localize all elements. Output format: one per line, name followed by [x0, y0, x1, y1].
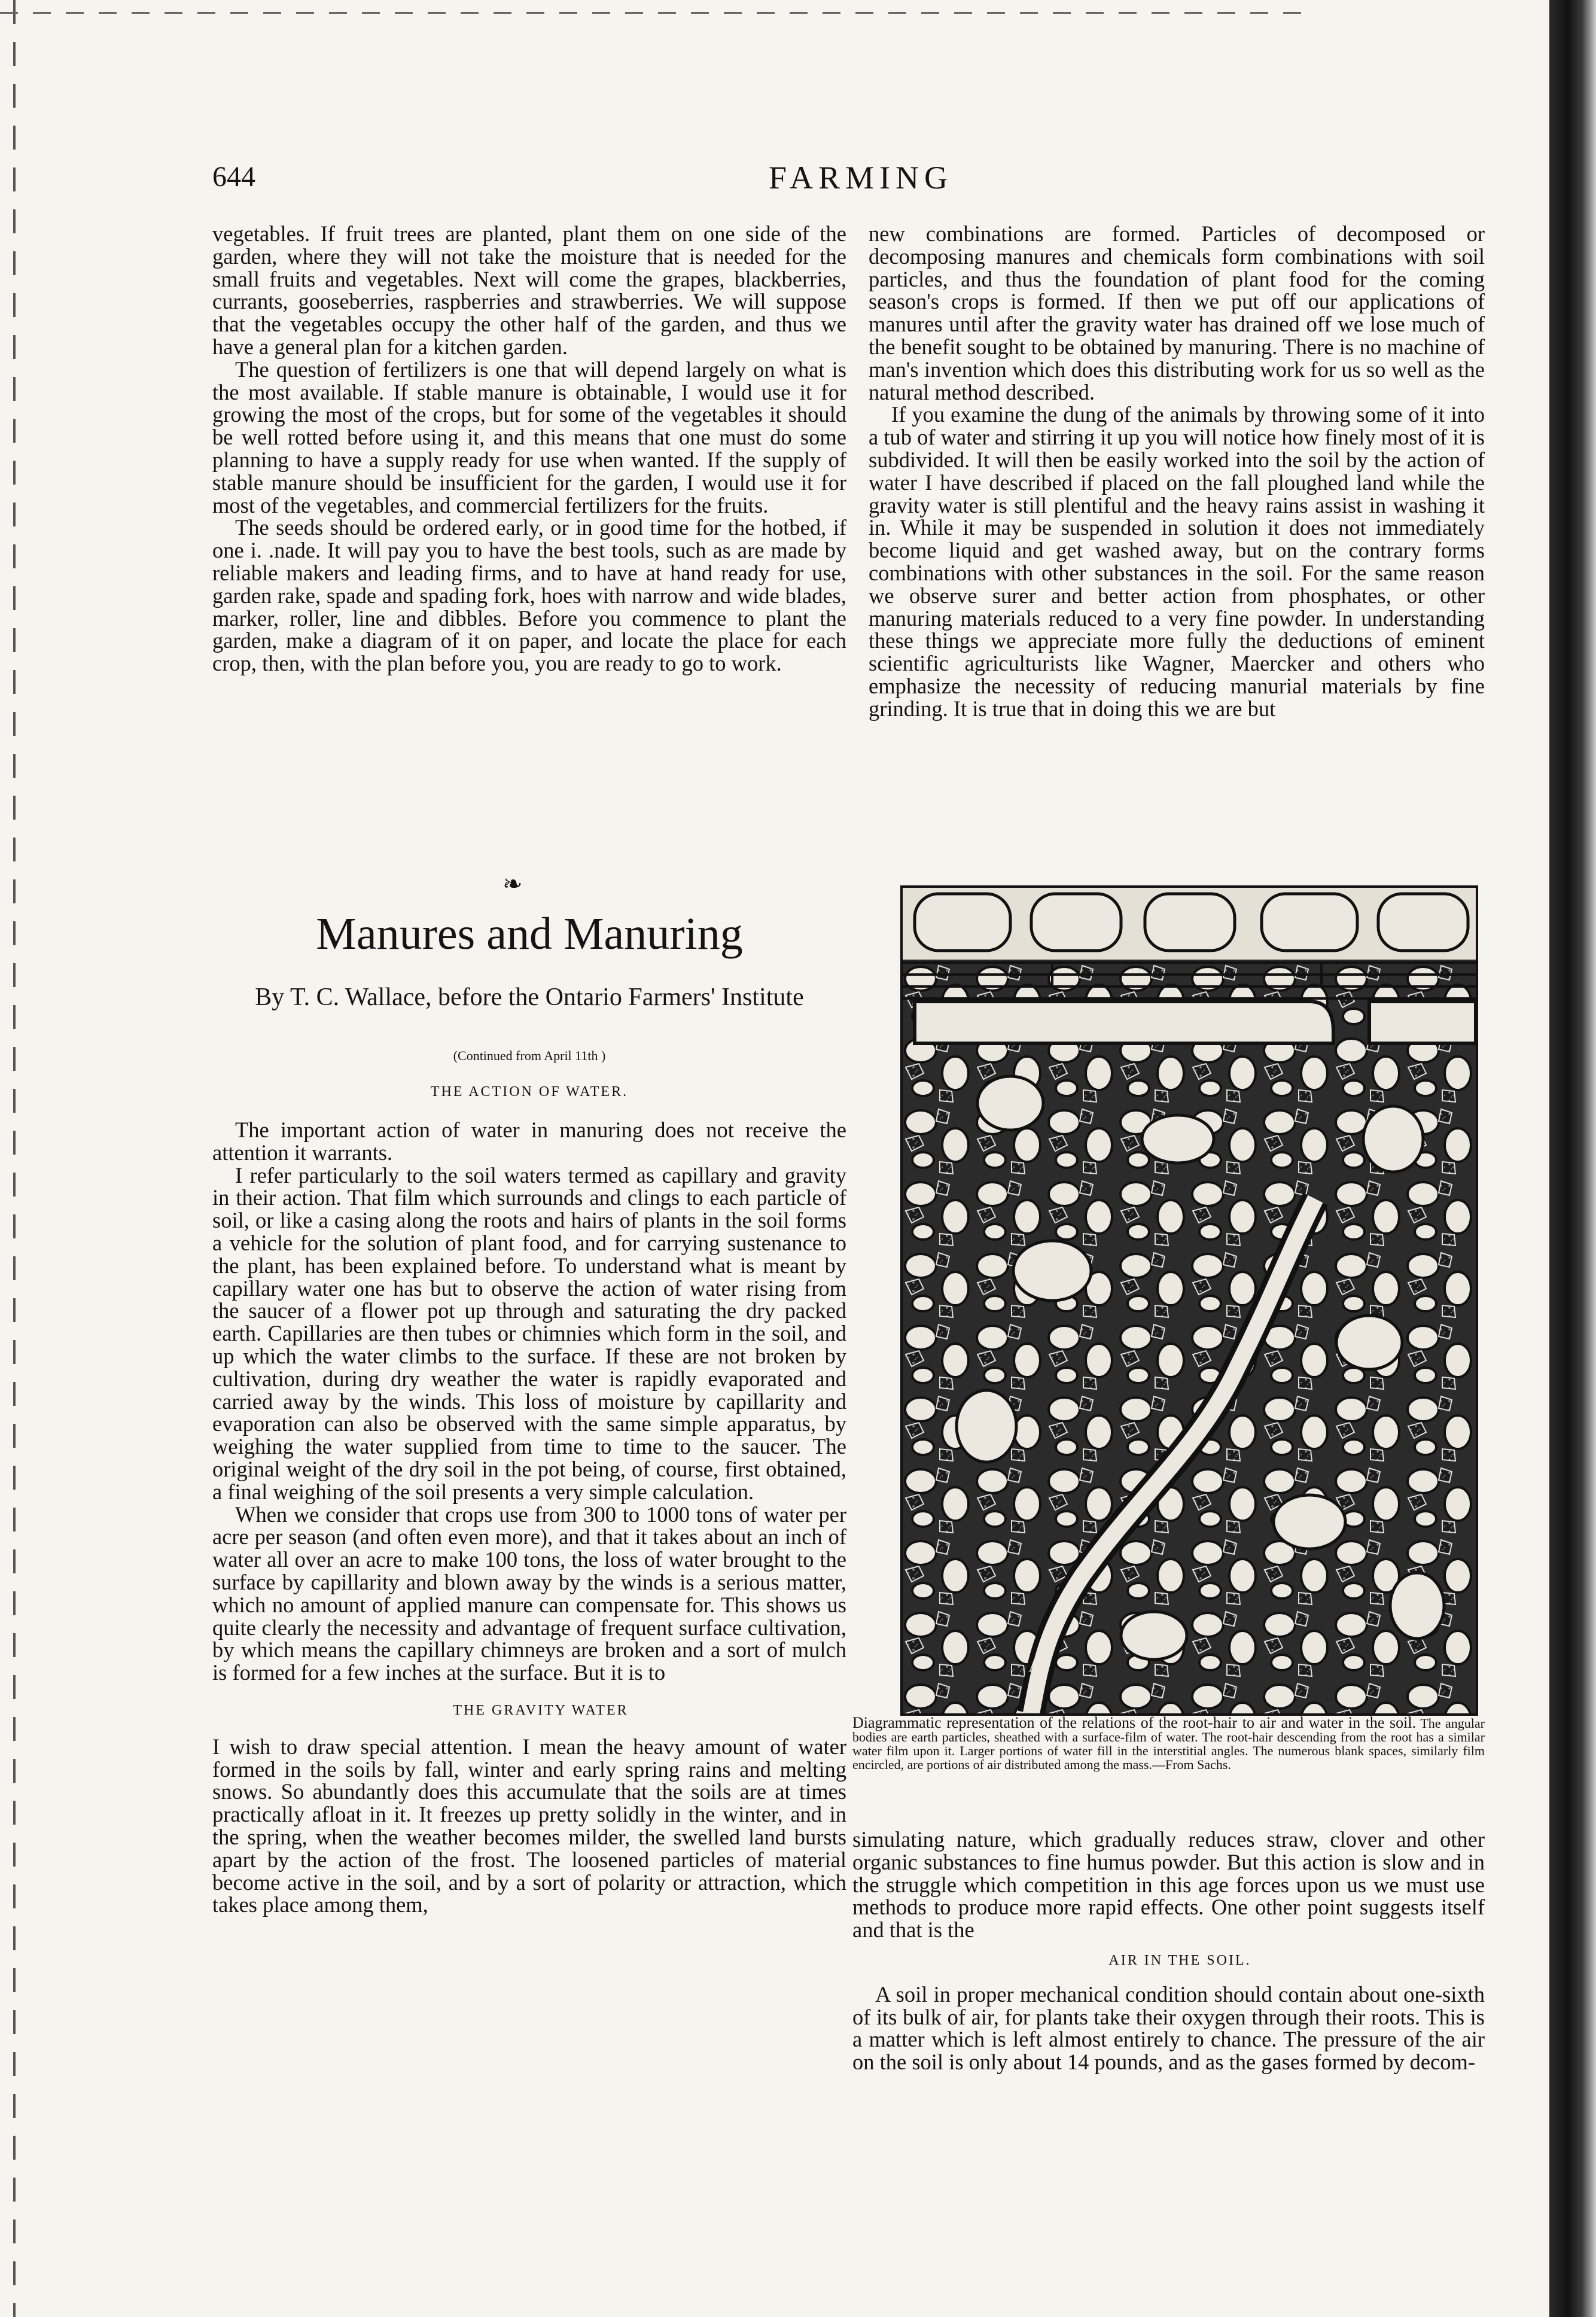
figure-label-a: A — [1028, 1656, 1041, 1676]
running-head: FARMING — [769, 160, 954, 196]
section-heading-gravity-water: THE GRAVITY WATER — [453, 1702, 629, 1718]
paragraph: A soil in proper mechanical condition should contain about one-sixth of its bulk of air, for plants take their oxygen through their roots. This is a matter which is left almost entirely to chance. The pressure of the air on the soil is only about 14 pounds, and as the gases formed by decom- — [852, 1981, 1485, 2075]
soil-diagram-figure — [900, 885, 1478, 1716]
figure-caption — [852, 1716, 1485, 1771]
paragraph: I wish to draw special attention. I mean the heavy amount of water formed in the soils by fall, winter and early spring rains and melting snows. So abundantly does this accumulate that the soils are at times practically afloat in it. It freezes up pretty solidly in the winter, and in the spring, when the weather becomes milder, the swelled land bursts apart by the action of the frost. The loosened particles of material become active in the soil, and by a sort of polarity or attraction, which takes place among them, — [212, 1734, 846, 1917]
page-number: 644 — [212, 161, 255, 193]
caption-lead: Diagrammatic representation of the relations of the root-hair to air and water in the soil. — [852, 1714, 1417, 1731]
paragraph: When we consider that crops use from 300 to 1000 tons of water per acre per season (and often even more), and that it takes about an inch of water all over an acre to make 100 tons, the loss of water brought to the surface by capillarity and blown away by the winds is a serious matter, which no amount of applied manure can compensate for. This shows us quite clearly the necessity and advantage of frequent surface cultivation, by which means the capillary chimneys are broken and a sort of mulch is formed for a few inches at the surface. But it is to — [212, 1502, 846, 1685]
paragraph: I refer particularly to the soil waters termed as capillary and gravity in their action. That film which surrounds and clings to each particle of soil, or like a casing along the roots and hairs of plants in the soil forms a vehicle for the solution of plant food, and for carrying sustenance to the plant, has been explained before. To understand what is meant by capillary water one has but to observe the action of water rising from the saucer of a flower pot up through and saturating the dry packed earth. Capillaries are then tubes or chimnies which form in the soil, and up which the water climbs to the surface. If these are not broken by cultivation, during dry weather the water is rapidly evaporated and carried away by the winds. This loss of moisture by capillarity and evaporation can also be observed with the same simple apparatus, by weighing the water supplied from time to time to the saucer. The original weight of the dry soil in the pot being, of course, first obtained, a final weighing of the soil presents a very simple calculation. — [212, 1162, 846, 1504]
page-edge-right — [1549, 0, 1596, 2317]
page-edge-top — [0, 12, 1316, 14]
paragraph: The important action of water in manuring does not receive the attention it warrants. — [212, 1118, 846, 1165]
left-column-top — [212, 223, 846, 675]
section-heading-air-in-soil: AIR IN THE SOIL. — [1108, 1952, 1251, 1968]
paragraph: The seeds should be ordered early, or in good time for the hotbed, if one i. .nade. It will pay you to have the best tools, such as are made by reliable makers and leading firms, and to have at hand ready for use, garden rake, spade and spading fork, hoes with narrow and wide blades, marker, roller, line and dibbles. Before you commence to plant the garden, make a diagram of it on paper, and locate the place for each crop, then, with the plan before you, you are ready to go to work. — [212, 515, 846, 676]
soil-diagram-illustration — [903, 888, 1476, 1713]
paragraph: simulating nature, which gradually reduces straw, clover and other organic substances to fine humus powder. But this action is slow and in the struggle which competition in this age forces upon us we must use methods to produce more rapid effects. One other point suggests itself and that is the — [852, 1827, 1485, 1942]
section-ornament: ❧ — [502, 870, 523, 898]
paragraph: new combinations are formed. Particles of decomposed or decomposing manures and chemicals form combinations with soil particles, and thus the foundation of plant food for the coming season's crops is formed. If then we put off our applications of manures until after the gravity water has drained off we lose much of the benefit sought to be obtained by manuring. There is no machine of man's invention which does this distributing work for us so well as the natural method described. — [869, 221, 1485, 404]
paragraph: If you examine the dung of the animals by throwing some of it into a tub of water and stirring it up you will notice how finely most of it is subdivided. It will then be easily worked into the soil by the action of water I have described if placed on the fall ploughed land while the gravity water is still plentiful and the heavy rains assist in washing it in. While it may be suspended in solution it does not immediately become liquid and get washed away, but on the contrary forms combinations with other substances in the soil. For the same reason we observe surer and better action from phosphates, or other manuring materials reduced to a very fine powder. In understanding these things we appreciate more fully the deductions of eminent scientific agriculturists like Wagner, Maercker and others who emphasize the necessity of reducing manurial materials by fine grinding. It is true that in doing this we are but — [869, 402, 1485, 721]
right-column-bottom — [852, 1828, 1485, 2074]
left-column-bottom — [212, 1119, 846, 1916]
article-title: Manures and Manuring — [316, 909, 743, 959]
article-byline: By T. C. Wallace, before the Ontario Farmers' Institute — [255, 984, 804, 1011]
caption-body: The angular bodies are earth particles, sheathed with a surface-film of water. The root-hair descending from the root has a similar water film upon it. Larger portions of water fill in the interstitial angles. The numerous blank spaces, similarly film encircled, are portions of air distributed among the mass.—From Sachs. — [852, 1716, 1485, 1772]
right-column-top — [869, 223, 1485, 720]
paragraph: The question of fertilizers is one that will depend largely on what is the most available. If stable manure is obtainable, I would use it for growing the most of the crops, but for some of the vegetables it should be well rotted before using it, and this means that one must do some planning to have a supply ready for use when wanted. If the supply of stable manure should be insufficient for the garden, I would use it for most of the vegetables, and commercial fertilizers for the fruits. — [212, 357, 846, 517]
paragraph: vegetables. If fruit trees are planted, plant them on one side of the garden, where they will not take the moisture that is needed for the small fruits and vegetables. Next will come the grapes, blackberries, currants, gooseberries, raspberries and strawberries. We will suppose that the vegetables occupy the other half of the garden, and thus we have a general plan for a kitchen garden. — [212, 221, 846, 359]
continued-note: (Continued from April 11th ) — [453, 1048, 606, 1063]
page-edge-left — [13, 0, 16, 2317]
section-heading-action-of-water: THE ACTION OF WATER. — [430, 1084, 629, 1100]
